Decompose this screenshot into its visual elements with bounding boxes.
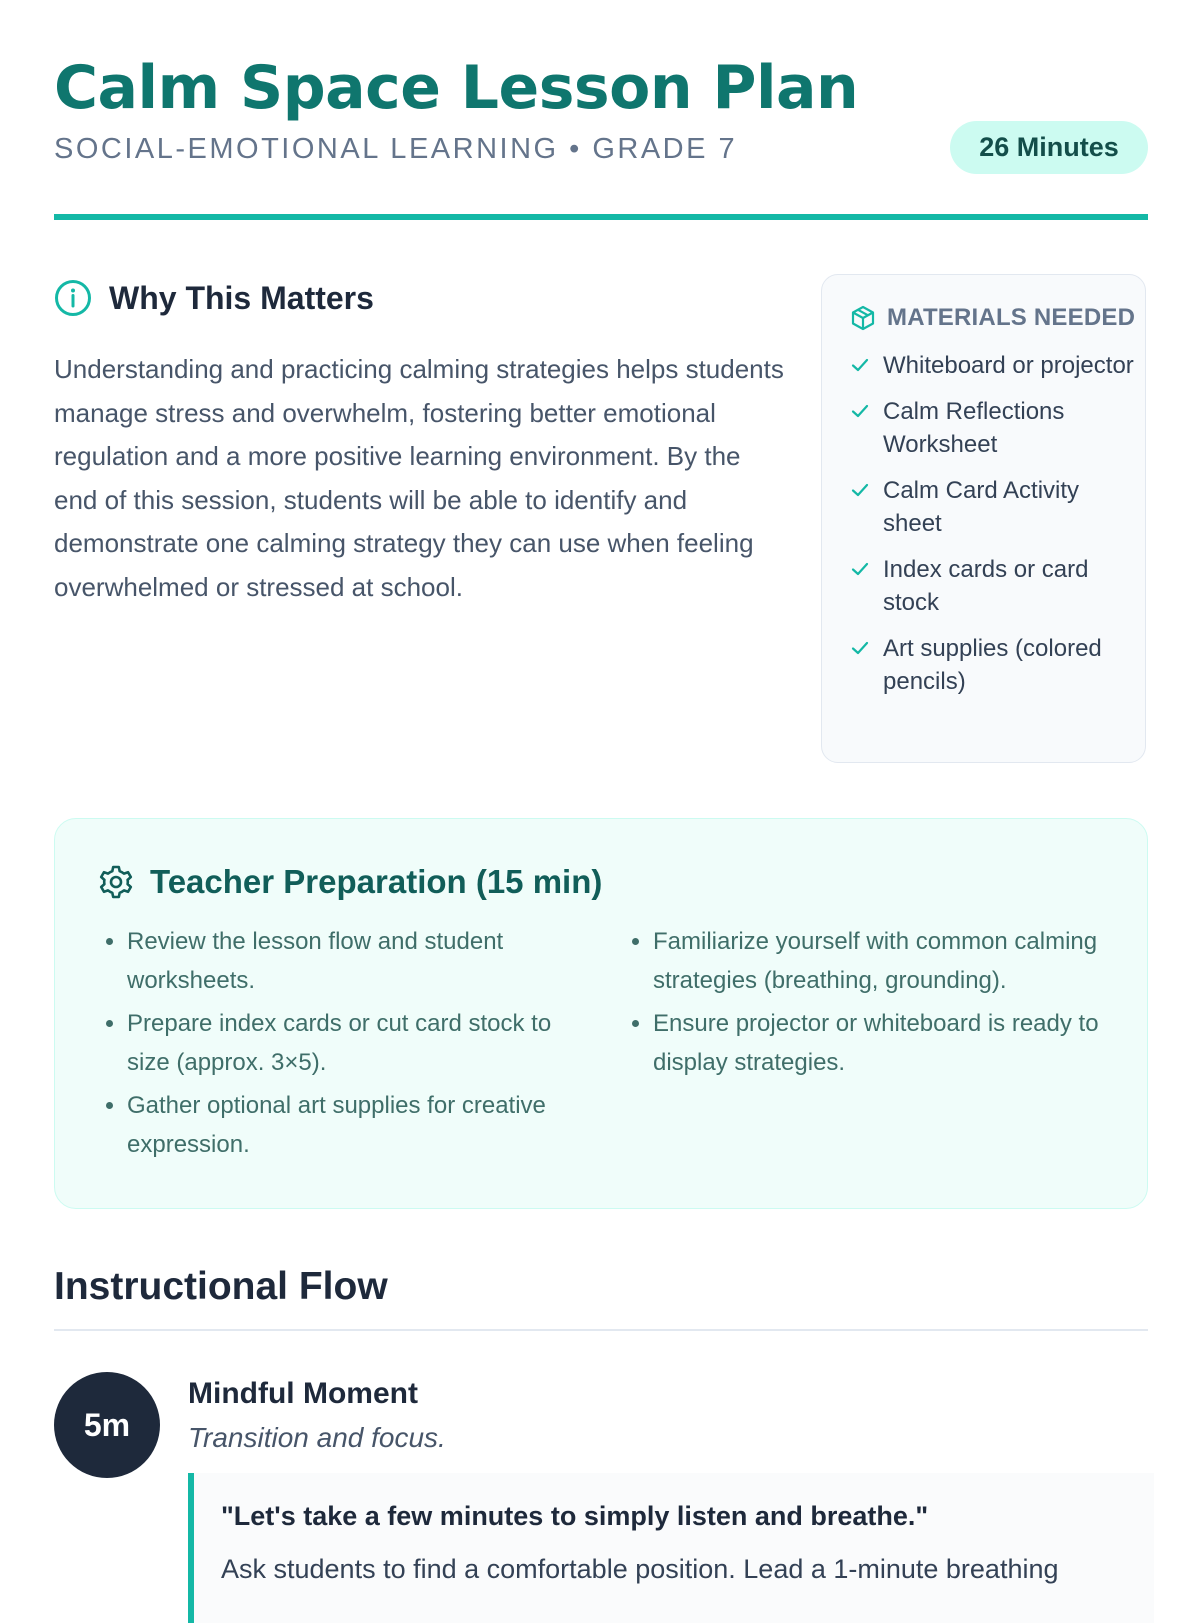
materials-item-label: Art supplies (colored pencils) [883, 635, 1102, 695]
check-icon [850, 559, 870, 579]
step-title: Mindful Moment [188, 1377, 418, 1410]
materials-item-label: Index cards or card stock [883, 556, 1089, 616]
step-quote: "Let's take a few minutes to simply listen and breathe." [221, 1501, 929, 1531]
teacher-prep-card [54, 818, 1148, 1209]
header-divider [54, 214, 1148, 220]
prep-list-item: • Review the lesson flow and student worksheets. [127, 923, 597, 1000]
materials-item-label: Calm Reflections Worksheet [883, 398, 1065, 458]
why-body-text: Understanding and practicing calming strategies helps students manage stress and overwhelm, fostering better emotional regulation and a more positive learning environment. By the end of this session, students will be able to identify and demonstrate one calming strategy they can use when feeling overwhelmed or stressed at school. [54, 354, 784, 602]
why-section-heading [54, 278, 374, 318]
check-icon [850, 401, 870, 421]
materials-list [850, 349, 1135, 711]
gear-icon [97, 863, 135, 901]
step-duration-badge: 5m [54, 1372, 160, 1478]
why-heading-text: Why This Matters [109, 279, 374, 316]
materials-item [850, 395, 1135, 461]
materials-item-label: Whiteboard or projector [883, 352, 1134, 379]
materials-title [850, 304, 1135, 332]
check-icon [850, 638, 870, 658]
prep-list-item: • Gather optional art supplies for creative expression. [127, 1087, 597, 1164]
prep-list-right [629, 923, 1131, 1087]
prep-list-item: • Ensure projector or whiteboard is ready to display strategies. [653, 1005, 1131, 1082]
prep-list-item: • Familiarize yourself with common calming strategies (breathing, grounding). [653, 923, 1131, 1000]
page-subtitle: SOCIAL-EMOTIONAL LEARNING • GRADE 7 [54, 133, 738, 165]
duration-badge: 26 Minutes [950, 121, 1148, 174]
materials-item [850, 349, 1135, 382]
materials-card [821, 274, 1146, 763]
materials-item-label: Calm Card Activity sheet [883, 477, 1080, 537]
step-script-box [188, 1473, 1154, 1623]
check-icon [850, 480, 870, 500]
instructional-flow-title: Instructional Flow [54, 1265, 388, 1308]
materials-item [850, 474, 1135, 540]
check-icon [850, 355, 870, 375]
prep-heading [97, 863, 602, 901]
page-title: Calm Space Lesson Plan [54, 53, 859, 123]
prep-heading-text: Teacher Preparation (15 min) [150, 863, 603, 900]
materials-title-text: MATERIALS NEEDED [887, 304, 1136, 331]
box-icon [850, 305, 876, 331]
step-instructions: Ask students to find a comfortable position. Lead a 1-minute breathing [221, 1554, 1059, 1584]
materials-item [850, 553, 1135, 619]
prep-list-item: • Prepare index cards or cut card stock to size (approx. 3×5). [127, 1005, 597, 1082]
flow-divider [54, 1329, 1148, 1331]
materials-item [850, 632, 1135, 698]
info-circle-icon [54, 279, 92, 317]
step-subtitle: Transition and focus. [188, 1422, 446, 1453]
prep-list-left [103, 923, 597, 1169]
